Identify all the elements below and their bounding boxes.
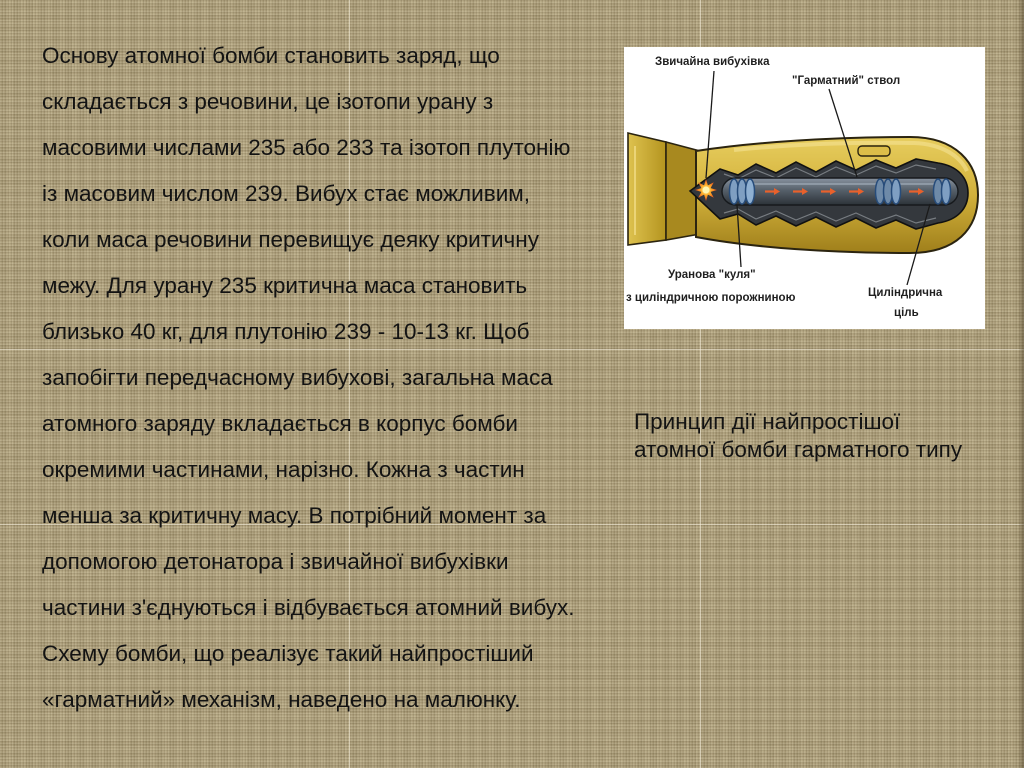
body-line: допомогою детонатора і звичайної вибухівки bbox=[42, 549, 509, 574]
body-paragraph bbox=[42, 33, 617, 723]
body-line: частини з'єднуються і відбувається атомний вибух. bbox=[42, 595, 575, 620]
slide-edge-shade bbox=[1019, 0, 1024, 768]
target-ring bbox=[892, 179, 901, 204]
body-line: Схему бомби, що реалізує такий найпростіший bbox=[42, 641, 534, 666]
label-gun-barrel: "Гарматний" ствол bbox=[792, 75, 901, 87]
barrel-end-rings bbox=[934, 179, 951, 204]
body-line: складається з речовини, це ізотопи урану з bbox=[42, 89, 494, 114]
body-line: окремими частинами, нарізно. Кожна з частин bbox=[42, 457, 525, 482]
bomb-lug bbox=[858, 146, 890, 156]
label-conventional-explosive: Звичайна вибухівка bbox=[655, 56, 770, 68]
label-target: ціль bbox=[894, 307, 919, 319]
end-ring bbox=[942, 179, 951, 204]
bomb-diagram-image bbox=[624, 47, 985, 329]
body-line: близько 40 кг, для плутонію 239 - 10-13 кг. Щоб bbox=[42, 319, 530, 344]
cylindrical-target bbox=[876, 179, 901, 204]
bomb-tail bbox=[628, 133, 700, 245]
body-line: межу. Для урану 235 критична маса становить bbox=[42, 273, 528, 298]
body-line: масовими числами 235 або 233 та ізотоп плутонію bbox=[42, 135, 571, 160]
explosion-core bbox=[703, 187, 710, 194]
uranium-bullet bbox=[730, 179, 755, 204]
label-uranium-bullet-detail: з циліндричною порожниною bbox=[626, 292, 796, 304]
label-cylindrical-target: Циліндрична bbox=[868, 287, 943, 299]
explosion-flash bbox=[695, 179, 717, 201]
gun-type-bomb-diagram bbox=[624, 47, 985, 329]
bullet-ring bbox=[746, 179, 755, 204]
caption-line: атомної бомби гарматного типу bbox=[634, 437, 963, 462]
body-line: із масовим числом 239. Вибух стає можливим, bbox=[42, 181, 530, 206]
tail-fin-front bbox=[628, 133, 666, 245]
body-line: запобігти передчасному вибухові, загальна маса bbox=[42, 365, 553, 390]
body-line: коли маса речовини перевищує деяку критичну bbox=[42, 227, 539, 252]
figure-caption bbox=[634, 408, 1014, 464]
label-uranium-bullet: Уранова "куля" bbox=[668, 269, 756, 281]
caption-line: Принцип дії найпростішої bbox=[634, 409, 901, 434]
body-line: атомного заряду вкладається в корпус бомби bbox=[42, 411, 518, 436]
body-line: Основу атомної бомби становить заряд, що bbox=[42, 43, 500, 68]
body-line: «гарматний» механізм, наведено на малюнку. bbox=[42, 687, 521, 712]
body-line: менша за критичну масу. В потрібний момент за bbox=[42, 503, 547, 528]
